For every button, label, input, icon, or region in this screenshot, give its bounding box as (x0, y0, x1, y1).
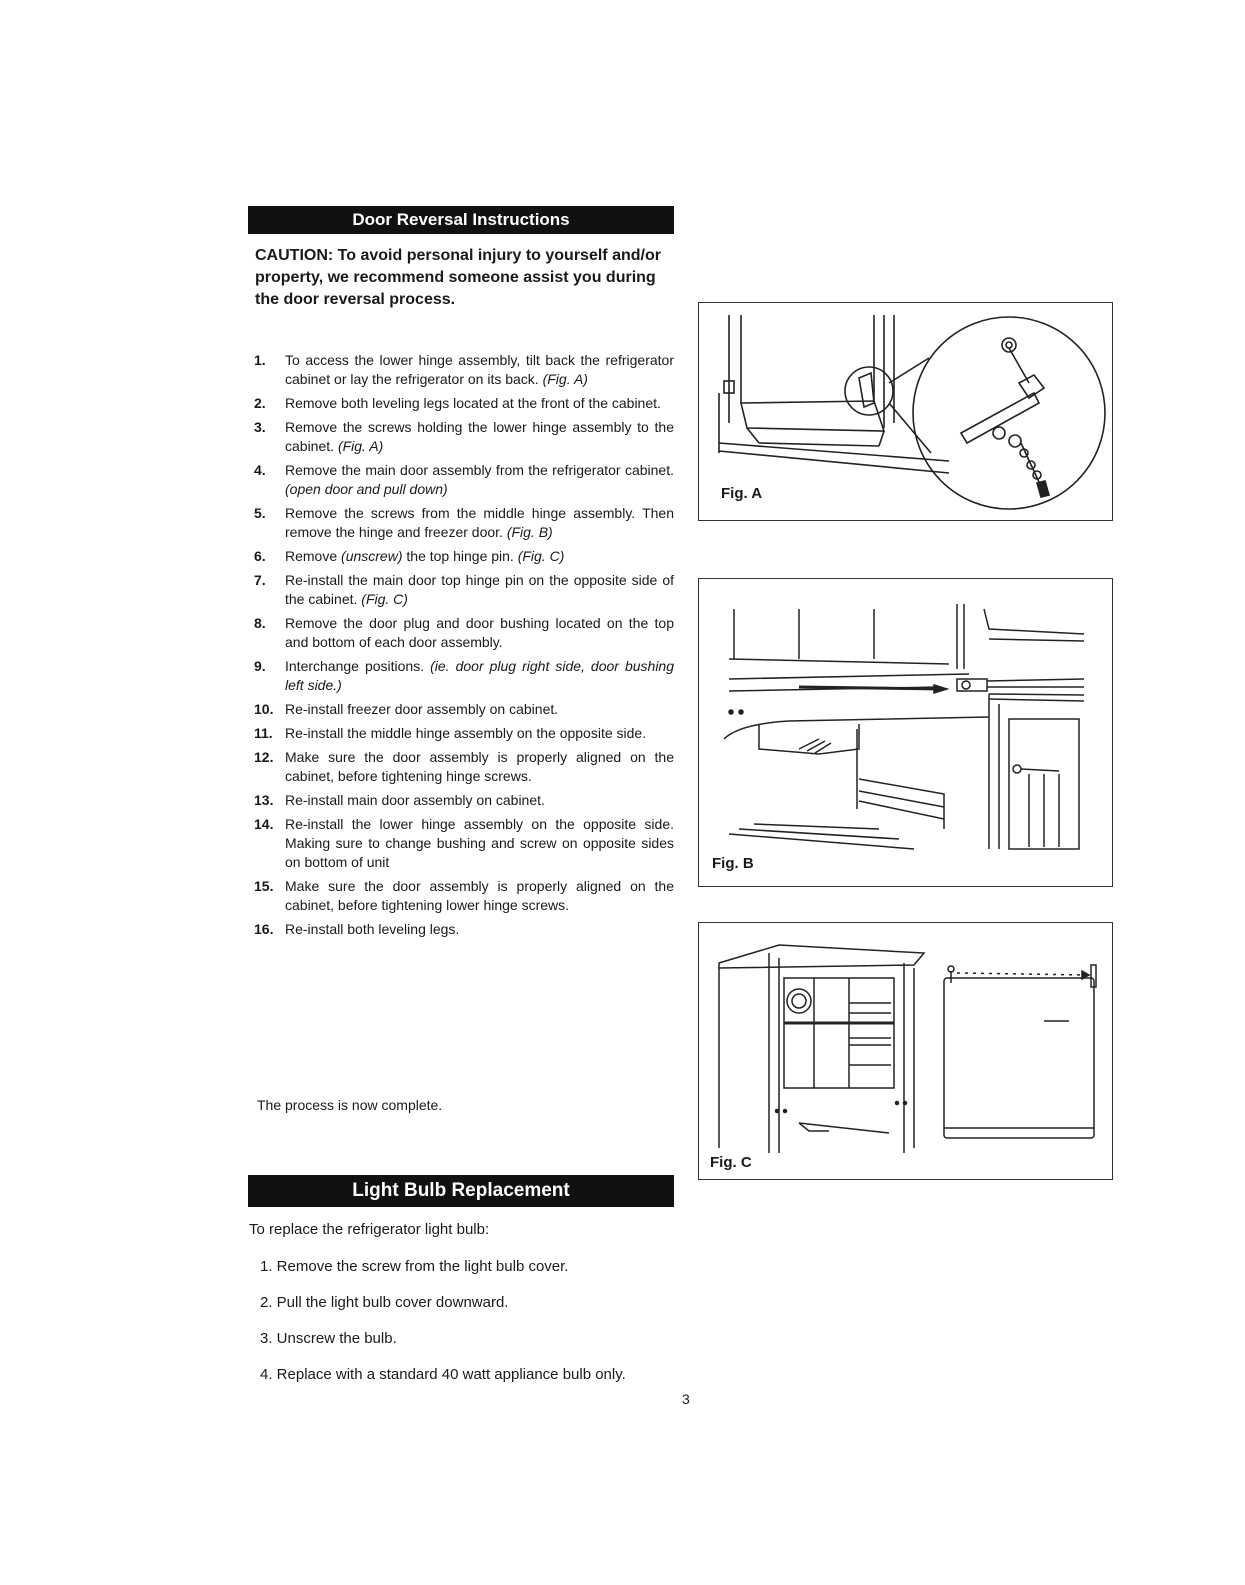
step-15: 15. Make sure the door assembly is properly aligned on the cabinet, before tightening lower hinge screws. (254, 878, 674, 913)
caution-text: CAUTION: To avoid personal injury to yourself and/or property, we recommend someone assist you during the door reversal process. (255, 247, 661, 308)
step-8: 8. Remove the door plug and door bushing located on the top and bottom of each door assembly. (254, 615, 674, 650)
figure-a-label: Fig. A (721, 485, 763, 502)
figure-c-label: Fig. C (710, 1154, 752, 1171)
step-4: 4. Remove the main door assembly from the refrigerator cabinet. (open door and pull down) (254, 462, 674, 497)
step-1: 1. To access the lower hinge assembly, tilt back the refrigerator cabinet or lay the refrigerator on its back. (Fig. A) (254, 352, 674, 387)
step-9: 9. Interchange positions. (ie. door plug right side, door bushing left side.) (254, 658, 674, 693)
figure-b-label: Fig. B (712, 855, 754, 872)
step-5: 5. Remove the screws from the middle hinge assembly. Then remove the hinge and freezer door. (Fig. B) (254, 505, 674, 540)
process-complete-text: The process is now complete. (257, 1097, 443, 1113)
light-bulb-steps (260, 1257, 626, 1401)
bulb-step-3: 3. Unscrew the bulb. (260, 1330, 397, 1347)
figure-c-illustration (699, 923, 1112, 1179)
figure-b-illustration (699, 579, 1112, 886)
door-reversal-steps (254, 351, 674, 944)
bulb-step-2: 2. Pull the light bulb cover downward. (260, 1294, 509, 1311)
step-10: 10. Re-install freezer door assembly on cabinet. (254, 701, 559, 717)
light-bulb-intro: To replace the refrigerator light bulb: (249, 1221, 490, 1238)
step-2: 2. Remove both leveling legs located at the front of the cabinet. (254, 395, 661, 411)
step-13: 13. Re-install main door assembly on cabinet. (254, 792, 545, 808)
page-number: 3 (682, 1391, 690, 1407)
step-3: 3. Remove the screws holding the lower hinge assembly to the cabinet. (Fig. A) (254, 419, 674, 454)
bulb-step-4: 4. Replace with a standard 40 watt appliance bulb only. (260, 1366, 626, 1383)
bulb-step-1: 1. Remove the screw from the light bulb cover. (260, 1258, 569, 1275)
step-14: 14. Re-install the lower hinge assembly on the opposite side. Making sure to change bushing and screw on opposite sides on bottom of unit (254, 816, 674, 870)
step-16: 16. Re-install both leveling legs. (254, 921, 460, 937)
step-6: 6. Remove (unscrew) the top hinge pin. (Fig. C) (254, 548, 565, 564)
figure-c (698, 922, 1113, 1180)
step-7: 7. Re-install the main door top hinge pin on the opposite side of the cabinet. (Fig. C) (254, 572, 674, 607)
figure-a (698, 302, 1113, 521)
figure-b (698, 578, 1113, 887)
light-bulb-heading: Light Bulb Replacement (248, 1175, 674, 1207)
step-11: 11. Re-install the middle hinge assembly on the opposite side. (254, 725, 647, 741)
step-12: 12. Make sure the door assembly is properly aligned on the cabinet, before tightening hinge screws. (254, 749, 674, 784)
door-reversal-heading: Door Reversal Instructions (248, 206, 674, 234)
